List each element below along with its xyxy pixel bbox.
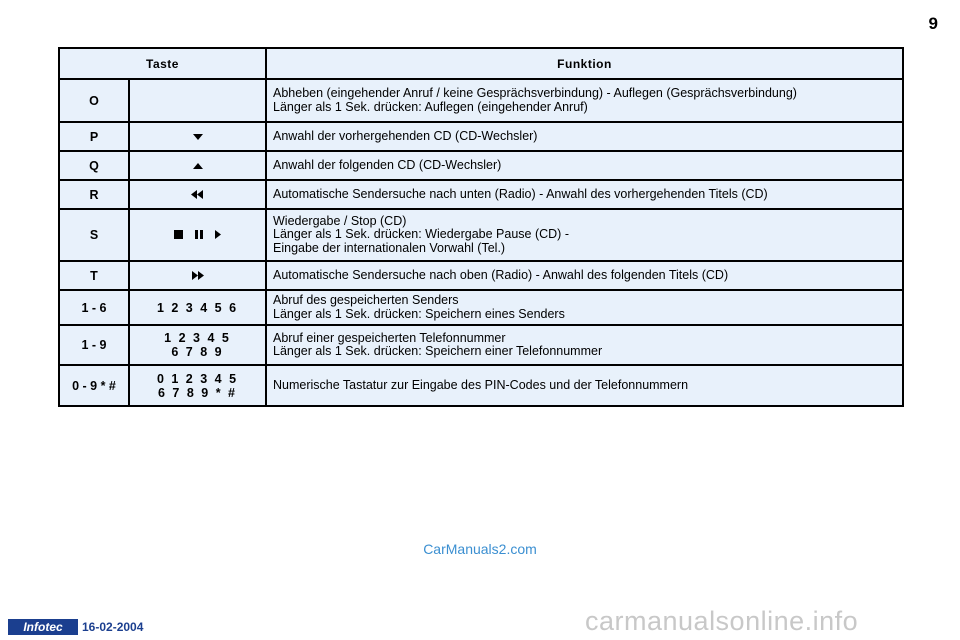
function-line: Abheben (eingehender Anruf / keine Gesprächsverbindung) - Auflegen (Gesprächsverbindung) xyxy=(273,86,797,100)
row-function xyxy=(266,79,903,122)
table-row xyxy=(59,209,903,261)
row-function xyxy=(266,180,903,209)
row-function xyxy=(266,122,903,151)
row-symbol xyxy=(129,365,266,406)
footer-date: 16-02-2004 xyxy=(82,620,144,634)
table-header-row xyxy=(59,48,903,79)
row-symbol-text: 1 2 3 4 5 6 xyxy=(156,300,239,315)
row-function xyxy=(266,261,903,290)
stop-icon xyxy=(174,230,183,239)
row-symbol xyxy=(129,79,266,122)
page-number: 9 xyxy=(928,14,938,33)
rewind-icon xyxy=(191,190,204,199)
row-function xyxy=(266,325,903,365)
function-line: Länger als 1 Sek. drücken: Auflegen (eingehender Anruf) xyxy=(273,99,588,114)
row-symbol xyxy=(129,180,266,209)
key-function-table xyxy=(58,47,904,407)
function-line: Automatische Sendersuche nach unten (Radio) - Anwahl des vorhergehenden Titels (CD) xyxy=(273,186,768,201)
infotec-logo: Infotec xyxy=(8,619,78,635)
play-icon xyxy=(215,230,221,239)
row-function xyxy=(266,365,903,406)
pause-icon xyxy=(195,230,203,239)
row-key: P xyxy=(59,122,129,151)
row-symbol-text: 1 2 3 4 5 6 7 8 9 xyxy=(164,331,231,359)
header-function: Funktion xyxy=(266,48,903,79)
function-line: Anwahl der vorhergehenden CD (CD-Wechsler) xyxy=(273,128,538,143)
function-line: Eingabe der internationalen Vorwahl (Tel.) xyxy=(273,240,506,255)
row-function xyxy=(266,209,903,261)
table-row xyxy=(59,290,903,325)
table-row xyxy=(59,325,903,365)
row-symbol xyxy=(129,261,266,290)
function-line: Abruf des gespeicherten Senders xyxy=(273,293,459,307)
table-row xyxy=(59,79,903,122)
row-symbol xyxy=(129,151,266,180)
row-symbol-text: 0 1 2 3 4 5 6 7 8 9 * # xyxy=(156,371,239,400)
function-line: Abruf einer gespeicherten Telefonnummer xyxy=(273,330,506,345)
fast-forward-icon xyxy=(191,271,204,280)
table-row xyxy=(59,261,903,290)
row-key: Q xyxy=(59,151,129,180)
row-symbol xyxy=(129,122,266,151)
watermark: CarManuals2.com xyxy=(423,541,537,557)
triangle-up-icon xyxy=(192,162,204,170)
function-line: Wiedergabe / Stop (CD) xyxy=(273,213,407,228)
row-key: R xyxy=(59,180,129,209)
function-line: Automatische Sendersuche nach oben (Radio) - Anwahl des folgenden Titels (CD) xyxy=(273,267,729,282)
header-key: Taste xyxy=(59,48,266,79)
row-key: 1 - 6 xyxy=(59,290,129,325)
row-symbol xyxy=(129,290,266,325)
function-line: Länger als 1 Sek. drücken: Wiedergabe Pause (CD) - xyxy=(273,227,569,242)
triangle-down-icon xyxy=(192,133,204,141)
function-line: Länger als 1 Sek. drücken: Speichern eines Senders xyxy=(273,306,565,321)
table-row xyxy=(59,151,903,180)
function-line: Anwahl der folgenden CD (CD-Wechsler) xyxy=(273,157,502,172)
table-row xyxy=(59,180,903,209)
row-key: S xyxy=(59,209,129,261)
row-function xyxy=(266,290,903,325)
row-symbol xyxy=(129,325,266,365)
function-line: Länger als 1 Sek. drücken: Speichern einer Telefonnummer xyxy=(273,344,603,358)
function-line: Numerische Tastatur zur Eingabe des PIN-Codes und der Telefonnummern xyxy=(273,377,689,392)
row-symbol xyxy=(129,209,266,261)
row-key: T xyxy=(59,261,129,290)
row-function xyxy=(266,151,903,180)
row-key: 1 - 9 xyxy=(59,325,129,365)
table-row xyxy=(59,122,903,151)
row-key: O xyxy=(59,79,129,122)
footer-watermark: carmanualsonline.info xyxy=(585,606,859,636)
row-key: 0 - 9 * # xyxy=(59,365,129,406)
table-row xyxy=(59,365,903,406)
